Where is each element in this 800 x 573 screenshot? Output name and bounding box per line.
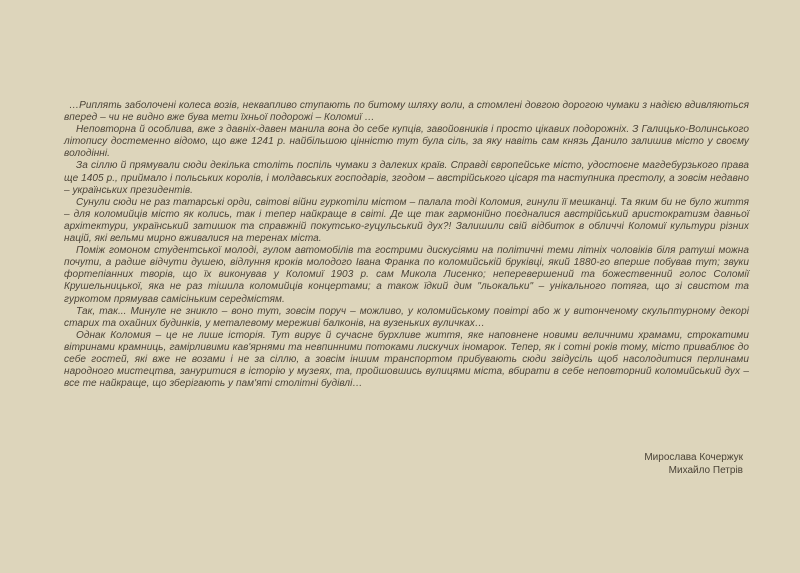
article-text: [64, 100, 749, 390]
paragraph-history: Неповторна й особлива, вже з давніх-давен манила вона до себе купців, завойовників і просто цікавих подорожніх. З Галицько-Волинського літопису достеменно відомо, що вже 1241 р. найбільшою цінністю тут була сіль, за яку навіть сам князь Данило залишив місто у своєму володінні.: [64, 124, 749, 160]
paragraph-salt-trade: За сіллю й прямували сюди декілька століть поспіль чумаки з далеких країв. Справді європейське місто, удостоєне магдебурзького права ще 1405 р., приймало і польських королів, і молдавських господарів, згодом – австрійського цісаря та наступника престолу, а зовсім недавно – українських президентів.: [64, 160, 749, 196]
signature: [644, 452, 743, 477]
paragraph-intro: …Риплять заболочені колеса возів, неквапливо ступають по битому шляху воли, а стомлені довгою дорогою чумаки з надією вдивляються вперед – чи не видно вже бува мети їхньої подорожі – Коломиї …: [64, 100, 749, 124]
paragraph-modern: Однак Коломия – це не лише історія. Тут вирує й сучасне бурхливе життя, яке наповнене новими величними храмами, строкатими вітринами крамниць, гамірливими кав'ярнями та невпинними потоками лискучих іномарок. Тепер, як і сотні років тому, місто приваблює до себе гостей, які вже не возами і не за сіллю, а зовсім іншим транспортом прибувають сюди звідусіль щоб насолодитися перлинами народного мистецтва, зануритися в історію у музеях, та, пройшовшись вулицями міста, вбирати в себе неповторний коломийський дух – все те найкраще, що зберігають у пам'яті столітні будівлі…: [64, 329, 749, 390]
author-name: Михайло Петрів: [668, 464, 743, 476]
paragraph-past: Так, так... Минуле не зникло – воно тут, зовсім поруч – можливо, у коломийському повітрі або ж у витонченому скульптурному декорі старих та охайних будинків, у металевому мереживі балконів, на вузеньких вуличках…: [64, 305, 749, 329]
paragraph-culture: Поміж гомоном студентської молоді, гулом автомобілів та гострими дискусіями на політичні теми літніх чоловіків біля ратуші можна почути, а радше відчути душею, відлуння кроків молодого Івана Франка по коломийській бруківці, який 1880-го вперше побував тут; звуки фортепіанних творів, що їх виконував у Коломиї 1903 р. сам Микола Лисенко; неперевершений та божественний голос Соломії Крушельницької, яка не раз тішила коломийців концертами; а також їдкий дим "льокальки" – унікального потяга, що зі свистом та гуркотом прямував самісіньким середмістям.: [64, 245, 749, 305]
paragraph-wars: Сунули сюди не раз татарські орди, світові війни гуркотіли містом – палала тоді Коломия, гинули її мешканці. Та яким би не було життя – для коломийців місто як колись, так і тепер найкраще в світі. Де ще так гармонійно поєдналися австрійський аристократизм давньої архітектури, український затишок та справжній покутсько-гуцульський дух?! Залишили свій відбиток в обличчі Коломиї культури різних націй, які вельми мирно вживалися на теренах міста.: [64, 196, 749, 245]
author-name: Мирослава Кочержук: [644, 452, 743, 463]
